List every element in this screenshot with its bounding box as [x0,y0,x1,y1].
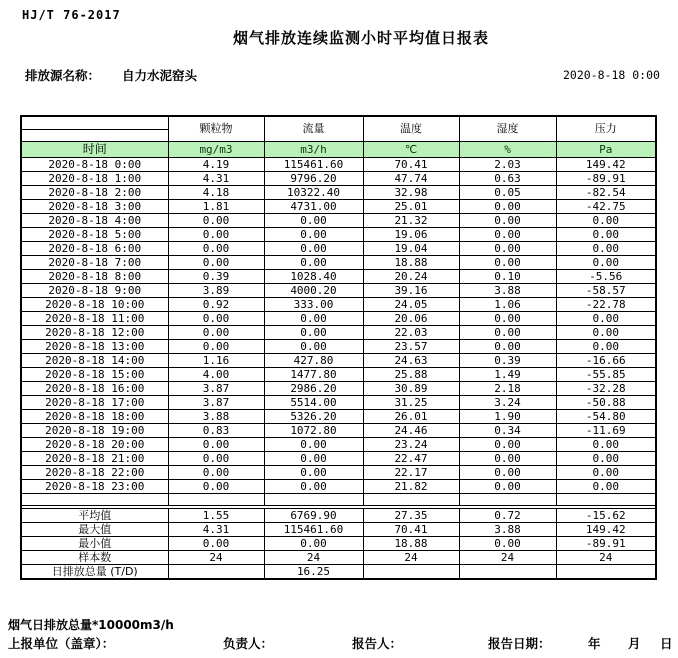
value-cell: 0.00 [168,255,264,269]
table-row [21,451,656,465]
summary-label: 最小值 [21,536,168,550]
value-cell: 0.05 [459,185,556,199]
value-cell: 19.04 [363,241,459,255]
table-row [21,367,656,381]
value-cell: 0.00 [459,311,556,325]
value-cell: 25.88 [363,367,459,381]
summary-value: -89.91 [556,536,656,550]
blank-cell [459,493,556,505]
value-cell: -22.78 [556,297,656,311]
month-label: 月 [628,636,641,651]
value-cell: 4.18 [168,185,264,199]
value-cell: 30.89 [363,381,459,395]
value-cell: 3.88 [168,409,264,423]
data-rows [21,157,656,493]
value-cell: 0.00 [556,255,656,269]
value-cell: 4000.20 [264,283,363,297]
value-cell: -82.54 [556,185,656,199]
value-cell: 0.00 [168,213,264,227]
summary-value: 0.00 [264,536,363,550]
value-cell: -55.85 [556,367,656,381]
value-cell: 10322.40 [264,185,363,199]
value-cell: 21.82 [363,479,459,493]
value-cell: 0.10 [459,269,556,283]
value-cell: 115461.60 [264,157,363,171]
table-row [21,465,656,479]
time-cell: 2020-8-18 21:00 [21,451,168,465]
unit-humidity: % [459,141,556,157]
value-cell: 21.32 [363,213,459,227]
standard-code: HJ/T 76-2017 [22,8,121,22]
time-cell: 2020-8-18 13:00 [21,339,168,353]
value-cell: -54.80 [556,409,656,423]
table-row [21,213,656,227]
summary-label: 日排放总量 (T/D) [21,564,168,579]
table-row [21,227,656,241]
value-cell: 0.00 [264,479,363,493]
time-column-header: 时间 [21,141,168,157]
value-cell: 22.17 [363,465,459,479]
time-cell: 2020-8-18 2:00 [21,185,168,199]
summary-label: 平均值 [21,508,168,522]
table-row [21,185,656,199]
table-row [21,199,656,213]
value-cell: 3.87 [168,395,264,409]
summary-row [21,564,656,579]
report-table [20,115,657,580]
summary-value [168,564,264,579]
unit-pm: mg/m3 [168,141,264,157]
summary-rows [21,508,656,579]
value-cell: 0.00 [556,311,656,325]
table-row [21,353,656,367]
summary-value: 16.25 [264,564,363,579]
value-cell: 0.00 [264,255,363,269]
value-cell: -11.69 [556,423,656,437]
value-cell: 0.00 [556,437,656,451]
value-cell: 0.00 [264,325,363,339]
day-label: 日 [660,636,673,651]
table-row [21,325,656,339]
value-cell: 31.25 [363,395,459,409]
value-cell: 3.89 [168,283,264,297]
value-cell: 0.00 [168,325,264,339]
reporter-label: 报告人： [352,636,403,651]
table-row [21,255,656,269]
corner-cell-top [21,116,168,129]
value-cell: -50.88 [556,395,656,409]
value-cell: 0.39 [168,269,264,283]
summary-row [21,508,656,522]
value-cell: 18.88 [363,255,459,269]
value-cell: 4.19 [168,157,264,171]
value-cell: -5.56 [556,269,656,283]
value-cell: 0.00 [459,227,556,241]
time-cell: 2020-8-18 20:00 [21,437,168,451]
summary-value: 0.72 [459,508,556,522]
value-cell: 5514.00 [264,395,363,409]
value-cell: 0.00 [556,241,656,255]
table-row [21,171,656,185]
value-cell: 22.03 [363,325,459,339]
table-row [21,339,656,353]
value-cell: 0.34 [459,423,556,437]
time-cell: 2020-8-18 14:00 [21,353,168,367]
time-cell: 2020-8-18 10:00 [21,297,168,311]
table-row [21,311,656,325]
header-row-top [21,116,656,129]
value-cell: -42.75 [556,199,656,213]
value-cell: 0.00 [556,325,656,339]
value-cell: 0.00 [168,227,264,241]
value-cell: 24.63 [363,353,459,367]
time-cell: 2020-8-18 11:00 [21,311,168,325]
value-cell: 39.16 [363,283,459,297]
time-cell: 2020-8-18 6:00 [21,241,168,255]
value-cell: 2.18 [459,381,556,395]
table-row [21,269,656,283]
table-row [21,437,656,451]
value-cell: 427.80 [264,353,363,367]
value-cell: 0.00 [556,227,656,241]
value-cell: 0.00 [459,437,556,451]
value-cell: 0.00 [264,451,363,465]
table-row [21,241,656,255]
value-cell: -58.57 [556,283,656,297]
value-cell: 0.00 [459,479,556,493]
column-header-pressure: 压力 [556,116,656,141]
value-cell: 0.00 [168,465,264,479]
blank-cell [264,493,363,505]
value-cell: 0.00 [459,325,556,339]
table-row [21,381,656,395]
unit-temperature: ℃ [363,141,459,157]
value-cell: 0.00 [168,479,264,493]
time-cell: 2020-8-18 4:00 [21,213,168,227]
daily-total-note: 烟气日排放总量*10000m3/h [8,618,174,632]
value-cell: -89.91 [556,171,656,185]
summary-label: 样本数 [21,550,168,564]
summary-value: -15.62 [556,508,656,522]
value-cell: 0.92 [168,297,264,311]
value-cell: 20.24 [363,269,459,283]
value-cell: 0.00 [556,451,656,465]
value-cell: 0.00 [264,213,363,227]
value-cell: 24.46 [363,423,459,437]
column-header-temperature: 温度 [363,116,459,141]
time-cell: 2020-8-18 12:00 [21,325,168,339]
value-cell: 1477.80 [264,367,363,381]
table-row [21,409,656,423]
value-cell: 22.47 [363,451,459,465]
blank-cell [21,493,168,505]
value-cell: 0.00 [168,339,264,353]
value-cell: 0.00 [459,213,556,227]
summary-value: 24 [556,550,656,564]
column-header-flow: 流量 [264,116,363,141]
unit-row [21,141,656,157]
time-cell: 2020-8-18 15:00 [21,367,168,381]
column-header-humidity: 湿度 [459,116,556,141]
value-cell: 3.88 [459,283,556,297]
table-row [21,479,656,493]
value-cell: 0.00 [459,451,556,465]
value-cell: 26.01 [363,409,459,423]
time-cell: 2020-8-18 5:00 [21,227,168,241]
value-cell: 0.00 [264,311,363,325]
table-row [21,423,656,437]
value-cell: 1028.40 [264,269,363,283]
blank-cell [168,493,264,505]
principal-label: 负责人： [223,636,274,651]
time-cell: 2020-8-18 0:00 [21,157,168,171]
summary-value: 3.88 [459,522,556,536]
value-cell: 4.31 [168,171,264,185]
value-cell: 0.00 [556,339,656,353]
time-cell: 2020-8-18 23:00 [21,479,168,493]
unit-pressure: Pa [556,141,656,157]
value-cell: 1.49 [459,367,556,381]
value-cell: 0.00 [459,255,556,269]
summary-value: 149.42 [556,522,656,536]
value-cell: 0.00 [264,241,363,255]
value-cell: 23.57 [363,339,459,353]
value-cell: 25.01 [363,199,459,213]
time-cell: 2020-8-18 22:00 [21,465,168,479]
value-cell: 333.00 [264,297,363,311]
value-cell: 0.00 [264,227,363,241]
summary-value: 24 [168,550,264,564]
summary-value: 6769.90 [264,508,363,522]
summary-value [459,564,556,579]
summary-label: 最大值 [21,522,168,536]
value-cell: 0.00 [168,451,264,465]
value-cell: 0.63 [459,171,556,185]
report-datetime: 2020-8-18 0:00 [563,68,660,82]
time-cell: 2020-8-18 19:00 [21,423,168,437]
value-cell: 0.00 [168,437,264,451]
value-cell: 0.83 [168,423,264,437]
value-cell: 0.00 [168,311,264,325]
emission-source-name: 自力水泥窑头 [122,68,198,83]
summary-row [21,522,656,536]
separator-rows [21,493,656,508]
value-cell: 0.00 [459,241,556,255]
value-cell: 1.90 [459,409,556,423]
value-cell: 70.41 [363,157,459,171]
table-row [21,283,656,297]
report-unit-label: 上报单位（盖章）： [8,636,115,651]
blank-cell [556,493,656,505]
value-cell: 2986.20 [264,381,363,395]
summary-value: 18.88 [363,536,459,550]
value-cell: 4731.00 [264,199,363,213]
time-cell: 2020-8-18 1:00 [21,171,168,185]
value-cell: 0.00 [556,479,656,493]
summary-value [556,564,656,579]
value-cell: 1.81 [168,199,264,213]
value-cell: 19.06 [363,227,459,241]
value-cell: 0.00 [459,199,556,213]
summary-value: 115461.60 [264,522,363,536]
summary-value: 0.00 [459,536,556,550]
table-row [21,297,656,311]
table-row [21,395,656,409]
value-cell: 20.06 [363,311,459,325]
value-cell: 0.00 [264,437,363,451]
page-title: 烟气排放连续监测小时平均值日报表 [232,29,489,47]
blank-cell [363,493,459,505]
value-cell: 4.00 [168,367,264,381]
time-cell: 2020-8-18 8:00 [21,269,168,283]
unit-flow: m3/h [264,141,363,157]
summary-value: 24 [363,550,459,564]
emission-source-label: 排放源名称： [25,68,101,83]
value-cell: 0.00 [168,241,264,255]
year-label: 年 [588,636,601,651]
summary-value: 4.31 [168,522,264,536]
value-cell: 32.98 [363,185,459,199]
summary-value: 1.55 [168,508,264,522]
value-cell: 0.00 [556,213,656,227]
report-date-label: 报告日期： [488,636,551,651]
summary-value: 24 [264,550,363,564]
time-cell: 2020-8-18 18:00 [21,409,168,423]
value-cell: 24.05 [363,297,459,311]
emission-source-line [25,66,197,84]
value-cell: 3.24 [459,395,556,409]
value-cell: 0.00 [264,339,363,353]
value-cell: 0.39 [459,353,556,367]
summary-row [21,550,656,564]
summary-value [363,564,459,579]
value-cell: 9796.20 [264,171,363,185]
time-cell: 2020-8-18 7:00 [21,255,168,269]
time-cell: 2020-8-18 3:00 [21,199,168,213]
value-cell: 0.00 [264,465,363,479]
value-cell: 0.00 [556,465,656,479]
value-cell: 23.24 [363,437,459,451]
value-cell: -32.28 [556,381,656,395]
time-cell: 2020-8-18 17:00 [21,395,168,409]
value-cell: -16.66 [556,353,656,367]
blank-row [21,493,656,505]
value-cell: 2.03 [459,157,556,171]
value-cell: 149.42 [556,157,656,171]
value-cell: 47.74 [363,171,459,185]
value-cell: 3.87 [168,381,264,395]
signature-line [0,634,678,650]
corner-cell-bottom [21,129,168,141]
value-cell: 1.16 [168,353,264,367]
table-header [21,116,656,157]
summary-value: 24 [459,550,556,564]
value-cell: 1072.80 [264,423,363,437]
value-cell: 0.00 [459,465,556,479]
summary-value: 27.35 [363,508,459,522]
value-cell: 5326.20 [264,409,363,423]
time-cell: 2020-8-18 16:00 [21,381,168,395]
value-cell: 1.06 [459,297,556,311]
table-row [21,157,656,171]
summary-row [21,536,656,550]
summary-value: 70.41 [363,522,459,536]
summary-value: 0.00 [168,536,264,550]
time-cell: 2020-8-18 9:00 [21,283,168,297]
value-cell: 0.00 [459,339,556,353]
column-header-pm: 颗粒物 [168,116,264,141]
